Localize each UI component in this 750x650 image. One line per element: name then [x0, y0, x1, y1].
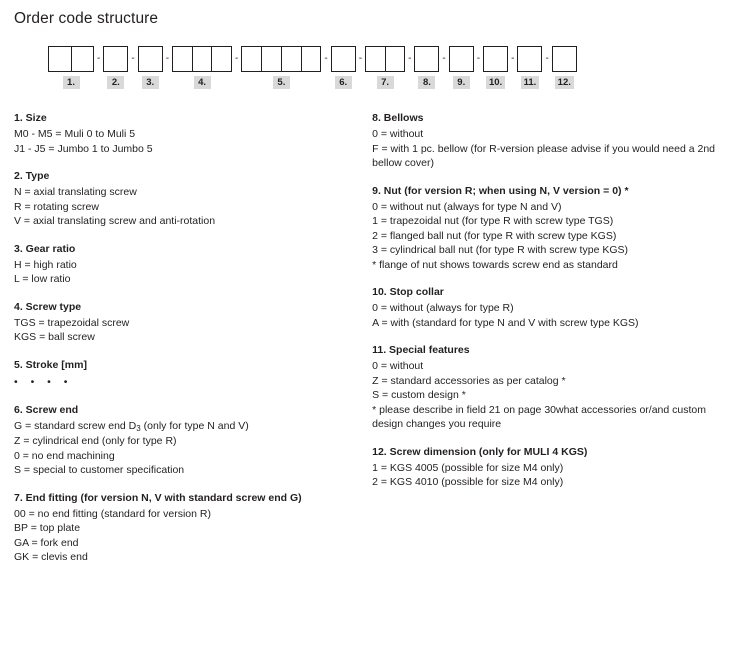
section-line: 2 = KGS 4010 (possible for size M4 only) — [372, 476, 564, 488]
page-title: Order code structure — [14, 10, 159, 27]
section — [372, 285, 738, 330]
section-line: 0 = no end machining — [14, 449, 115, 462]
code-field-label: 7. — [377, 76, 394, 89]
code-field-5 — [241, 46, 321, 89]
left-column — [12, 111, 366, 578]
code-separator: - — [324, 53, 328, 64]
code-separator: - — [131, 53, 135, 64]
section-line: 3 = cylindrical ball nut (for type R with screw type KGS) — [372, 244, 628, 256]
code-field-label: 5. — [273, 76, 290, 89]
content-columns — [12, 111, 738, 578]
code-cell[interactable] — [72, 47, 94, 71]
section — [14, 403, 366, 478]
section — [372, 343, 738, 432]
code-field-label: 10. — [486, 76, 505, 89]
section — [14, 491, 366, 565]
section-line: * flange of nut shows towards screw end as standard — [372, 258, 618, 271]
section-line: S = custom design * — [372, 389, 466, 401]
code-field-3 — [138, 46, 163, 89]
code-field-7 — [365, 46, 405, 89]
code-cell[interactable] — [415, 47, 438, 71]
section-title: 10. Stop collar — [372, 286, 444, 298]
section-line: S = special to customer specification — [14, 464, 185, 476]
code-separator: - — [97, 53, 101, 64]
code-field-8 — [414, 46, 439, 89]
code-separator: - — [358, 53, 363, 64]
section-line: 00 = no end fitting (standard for version R) — [14, 507, 211, 520]
code-field-label: 2. — [107, 76, 124, 89]
code-separator: - — [476, 53, 481, 64]
right-column — [366, 111, 738, 578]
code-box[interactable] — [517, 46, 542, 72]
code-box[interactable] — [172, 46, 232, 72]
code-box[interactable] — [138, 46, 163, 72]
section-line: F = with 1 pc. bellow (for R-version please advise if you would need a 2nd — [372, 142, 715, 155]
section-title: 3. Gear ratio — [14, 242, 76, 255]
code-cell[interactable] — [242, 47, 262, 71]
code-field-1 — [48, 46, 94, 89]
code-field-label: 12. — [555, 76, 574, 89]
code-box[interactable] — [414, 46, 439, 72]
section-line: N = axial translating screw — [14, 186, 137, 198]
code-cell[interactable] — [366, 47, 386, 71]
code-field-10 — [483, 46, 508, 89]
section-line: 2 = flanged ball nut (for type R with screw type KGS) — [372, 229, 617, 242]
section-line: 1 = KGS 4005 (possible for size M4 only) — [372, 461, 564, 474]
code-field-label: 11. — [521, 76, 540, 89]
code-field-11 — [517, 46, 542, 89]
code-cell[interactable] — [49, 47, 72, 71]
code-separator: - — [545, 53, 549, 64]
code-cell[interactable] — [139, 47, 162, 71]
section-line: M0 - M5 = Muli 0 to Muli 5 — [14, 128, 136, 140]
code-box[interactable] — [48, 46, 94, 72]
section-line: bellow cover) — [372, 157, 434, 169]
code-cell[interactable] — [332, 47, 355, 71]
code-box[interactable] — [103, 46, 128, 72]
code-cell[interactable] — [262, 47, 282, 71]
section-line: KGS = ball screw — [14, 331, 95, 343]
code-cell[interactable] — [212, 47, 231, 71]
code-field-6 — [331, 46, 356, 89]
code-box[interactable] — [449, 46, 474, 72]
section-line: BP = top plate — [14, 522, 81, 534]
section-title: 8. Bellows — [372, 112, 424, 124]
section — [14, 169, 366, 229]
section-title: 12. Screw dimension (only for MULI 4 KGS) — [372, 445, 588, 458]
code-box[interactable] — [241, 46, 321, 72]
section-line: G = standard screw end $D_3$ (only for type N and V) — [14, 419, 249, 433]
section-line: 0 = without (always for type R) — [372, 302, 514, 314]
section-title: 1. Size — [14, 112, 47, 124]
section-line: Z = cylindrical end (only for type R) — [14, 435, 177, 447]
code-field-12 — [552, 46, 577, 89]
section-line: A = with (standard for type N and V with screw type KGS) — [372, 316, 639, 329]
section — [372, 445, 738, 490]
section-line: R = rotating screw — [14, 200, 99, 213]
code-separator: - — [165, 53, 170, 64]
code-field-label: 1. — [63, 76, 80, 89]
code-field-label: 9. — [453, 76, 470, 89]
section-line: • • • • — [14, 375, 73, 388]
code-cell[interactable] — [104, 47, 127, 71]
section-line: L = low ratio — [14, 273, 71, 285]
code-box[interactable] — [365, 46, 405, 72]
section — [372, 111, 738, 171]
code-field-label: 6. — [335, 76, 352, 89]
code-cell[interactable] — [282, 47, 302, 71]
code-separator: - — [235, 53, 239, 64]
code-separator: - — [511, 53, 515, 64]
section-title: 7. End fitting (for version N, V with standard screw end G) — [14, 491, 302, 504]
section-line: 0 = without nut (always for type N and V) — [372, 200, 562, 213]
code-separator: - — [408, 53, 412, 64]
section-line: 0 = without — [372, 360, 424, 372]
code-cell[interactable] — [484, 47, 507, 71]
code-field-2 — [103, 46, 128, 89]
section-line: * please describe in field 21 on page 30what accessories or/and custom — [372, 403, 706, 416]
code-box[interactable] — [483, 46, 508, 72]
code-field-9 — [449, 46, 474, 89]
section-line: Z = standard accessories as per catalog * — [372, 374, 566, 387]
section-line: 1 = trapezoidal nut (for type R with screw type TGS) — [372, 215, 614, 227]
section-title: 11. Special features — [372, 344, 470, 356]
section-title: 9. Nut (for version R; when using N, V version = 0) * — [372, 184, 629, 197]
section-line: GA = fork end — [14, 536, 79, 549]
section — [14, 242, 366, 287]
code-field-4 — [172, 46, 232, 89]
section-title: 5. Stroke [mm] — [14, 358, 87, 371]
section-line: TGS = trapezoidal screw — [14, 316, 130, 329]
section-title: 2. Type — [14, 170, 50, 182]
code-cell[interactable] — [518, 47, 541, 71]
code-separator: - — [442, 53, 446, 64]
code-box[interactable] — [552, 46, 577, 72]
code-structure-diagram — [48, 46, 738, 89]
code-cell[interactable] — [553, 47, 576, 71]
section — [14, 111, 366, 156]
code-field-label: 4. — [194, 76, 211, 89]
code-field-label: 3. — [142, 76, 159, 89]
section — [14, 300, 366, 345]
section-line: H = high ratio — [14, 258, 77, 271]
section-line: 0 = without — [372, 128, 424, 140]
code-cell[interactable] — [173, 47, 193, 71]
section — [372, 184, 738, 273]
code-cell[interactable] — [302, 47, 321, 71]
section-line: V = axial translating screw and anti-rotation — [14, 215, 216, 227]
code-cell[interactable] — [193, 47, 213, 71]
section — [14, 358, 366, 390]
code-box[interactable] — [331, 46, 356, 72]
code-cell[interactable] — [450, 47, 473, 71]
code-cell[interactable] — [386, 47, 405, 71]
section-title: 4. Screw type — [14, 300, 82, 313]
section-line: design changes you require — [372, 418, 502, 430]
code-field-label: 8. — [418, 76, 435, 89]
section-line: J1 - J5 = Jumbo 1 to Jumbo 5 — [14, 142, 153, 155]
section-title: 6. Screw end — [14, 403, 79, 416]
section-line: GK = clevis end — [14, 551, 88, 563]
